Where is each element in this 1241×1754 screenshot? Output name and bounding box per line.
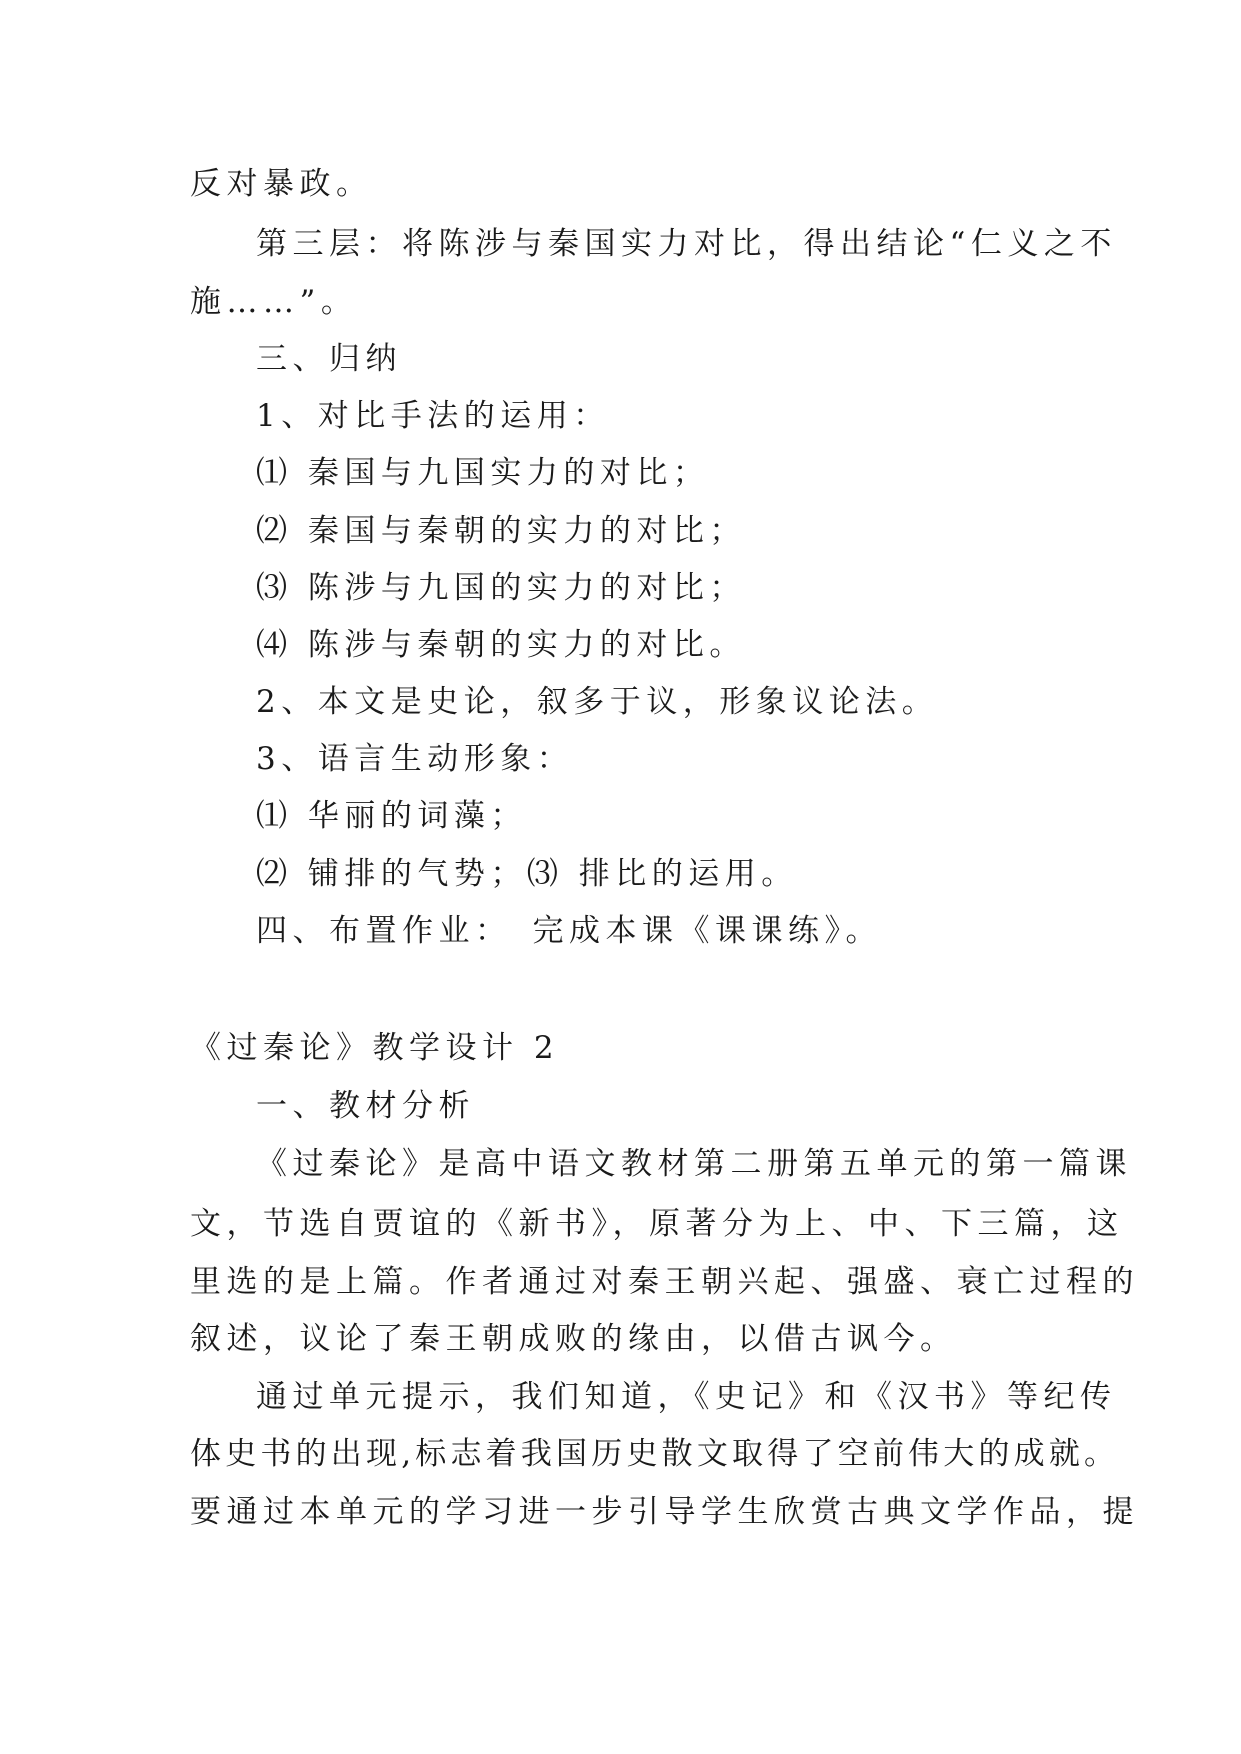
list-item: ⑶ 陈涉与九国的实力的对比； <box>256 570 746 606</box>
paragraph-line: 体史书的出现,标志着我国历史散文取得了空前伟大的成就。 <box>190 1436 1120 1472</box>
section-heading: 四、布置作业： 完成本课《课课练》。 <box>256 913 882 949</box>
paragraph-line: 反对暴政。 <box>190 166 373 202</box>
paragraph-line: 第三层：将陈涉与秦国实力对比，得出结论“仁义之不 <box>256 226 1117 262</box>
paragraph-line: 通过单元提示，我们知道，《史记》和《汉书》等纪传 <box>256 1379 1117 1415</box>
list-heading: 3、语言生动形象： <box>256 741 574 777</box>
paragraph-line: 要通过本单元的学习进一步引导学生欣赏古典文学作品，提 <box>190 1494 1139 1530</box>
list-item: ⑴ 秦国与九国实力的对比； <box>256 455 710 491</box>
section-heading: 三、归纳 <box>256 341 402 377</box>
section-heading: 一、教材分析 <box>256 1088 475 1124</box>
list-item: ⑷ 陈涉与秦朝的实力的对比。 <box>256 627 746 663</box>
list-item: ⑵ 秦国与秦朝的实力的对比； <box>256 513 746 549</box>
paragraph-line: 《过秦论》是高中语文教材第二册第五单元的第一篇课 <box>256 1146 1132 1182</box>
list-heading: 1、对比手法的运用： <box>256 398 610 434</box>
paragraph-line: 里选的是上篇。作者通过对秦王朝兴起、强盛、衰亡过程的 <box>190 1264 1139 1300</box>
document-title: 《过秦论》教学设计 2 <box>190 1030 560 1066</box>
list-item: ⑵ 铺排的气势；⑶ 排比的运用。 <box>256 856 798 892</box>
paragraph-line: 文，节选自贾谊的《新书》，原著分为上、中、下三篇，这 <box>190 1206 1124 1242</box>
list-heading: 2、本文是史论，叙多于议，形象议论法。 <box>256 684 939 720</box>
paragraph-line: 施……”。 <box>190 284 358 320</box>
paragraph-line: 叙述，议论了秦王朝成败的缘由，以借古讽今。 <box>190 1321 957 1357</box>
list-item: ⑴ 华丽的词藻； <box>256 798 527 834</box>
